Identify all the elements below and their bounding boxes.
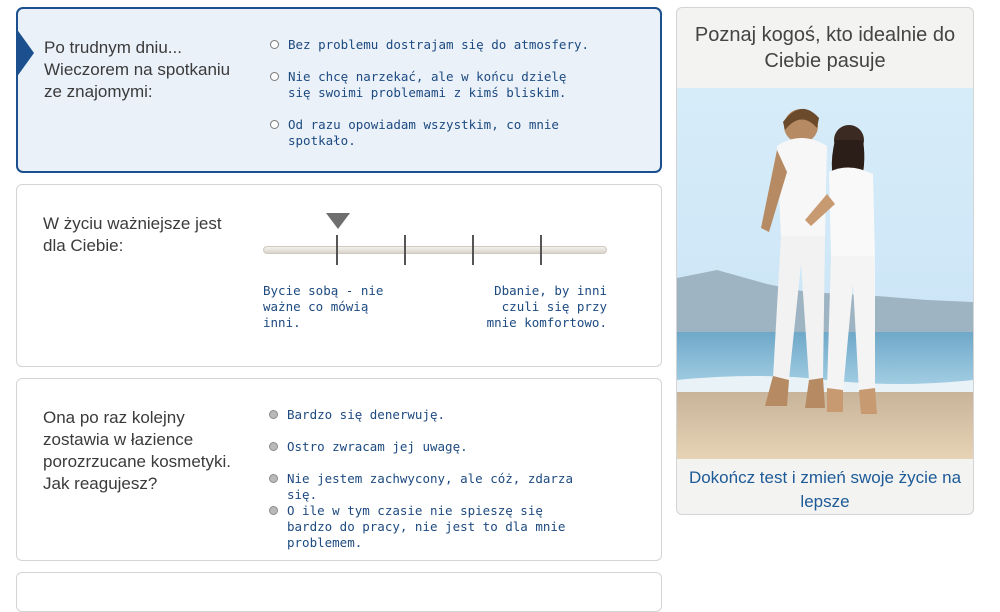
- question-text: W życiu ważniejsze jest dla Ciebie:: [43, 214, 222, 255]
- slider-right-label: Dbanie, by inni czuli się przy mnie komfortowo.: [486, 283, 607, 330]
- question-card-2: [16, 184, 662, 367]
- active-question-arrow-icon: [16, 28, 34, 78]
- radio-icon[interactable]: [269, 474, 278, 483]
- radio-icon[interactable]: [270, 72, 279, 81]
- question-card-1: [16, 7, 662, 173]
- slider-tick[interactable]: [540, 235, 542, 265]
- slider-handle-icon[interactable]: [326, 213, 350, 229]
- radio-icon[interactable]: [270, 40, 279, 49]
- slider-tick[interactable]: [472, 235, 474, 265]
- finish-test-link[interactable]: Dokończ test i zmień swoje życie na lepsze: [688, 468, 962, 511]
- slider-tick[interactable]: [404, 235, 406, 265]
- answer-option-label: Od razu opowiadam wszystkim, co mnie spotkało.: [288, 117, 559, 148]
- answer-option[interactable]: [269, 471, 589, 503]
- radio-icon[interactable]: [269, 410, 278, 419]
- answer-option-label: Nie jestem zachwycony, ale cóż, zdarza się.: [287, 471, 573, 502]
- radio-icon[interactable]: [270, 120, 279, 129]
- question-text: Po trudnym dniu... Wieczorem na spotkaniu ze znajomymi:: [44, 38, 231, 101]
- answer-option[interactable]: [269, 503, 589, 551]
- answer-option-label: Nie chcę narzekać, ale w końcu dzielę się swoimi problemami z kimś bliskim.: [288, 69, 567, 100]
- answer-option[interactable]: [269, 439, 589, 455]
- question-text: Ona po raz kolejny zostawia w łazience porozrzucane kosmetyki. Jak reagujesz?: [43, 408, 232, 493]
- slider-track[interactable]: [263, 246, 607, 254]
- answer-option-label: Bardzo się denerwuję.: [287, 407, 446, 422]
- answer-option[interactable]: [270, 37, 590, 53]
- radio-icon[interactable]: [269, 442, 278, 451]
- answer-option-label: Ostro zwracam jej uwagę.: [287, 439, 468, 454]
- couple-on-beach-photo: [677, 88, 973, 459]
- slider-left-label: Bycie sobą - nie ważne co mówią inni.: [263, 283, 384, 330]
- question-card-3: [16, 378, 662, 561]
- slider-tick[interactable]: [336, 235, 338, 265]
- radio-icon[interactable]: [269, 506, 278, 515]
- answer-option-label: Bez problemu dostrajam się do atmosfery.: [288, 37, 590, 52]
- promo-sidebar: [676, 7, 974, 515]
- question-card-4: [16, 572, 662, 612]
- answer-option-label: O ile w tym czasie nie spieszę się bardzo do pracy, nie jest to dla mnie problemem.: [287, 503, 566, 550]
- promo-title: Poznaj kogoś, kto idealnie do Ciebie pasuje: [694, 24, 956, 72]
- answer-option[interactable]: [269, 407, 589, 423]
- answer-option[interactable]: [270, 69, 590, 101]
- answer-option[interactable]: [270, 117, 590, 149]
